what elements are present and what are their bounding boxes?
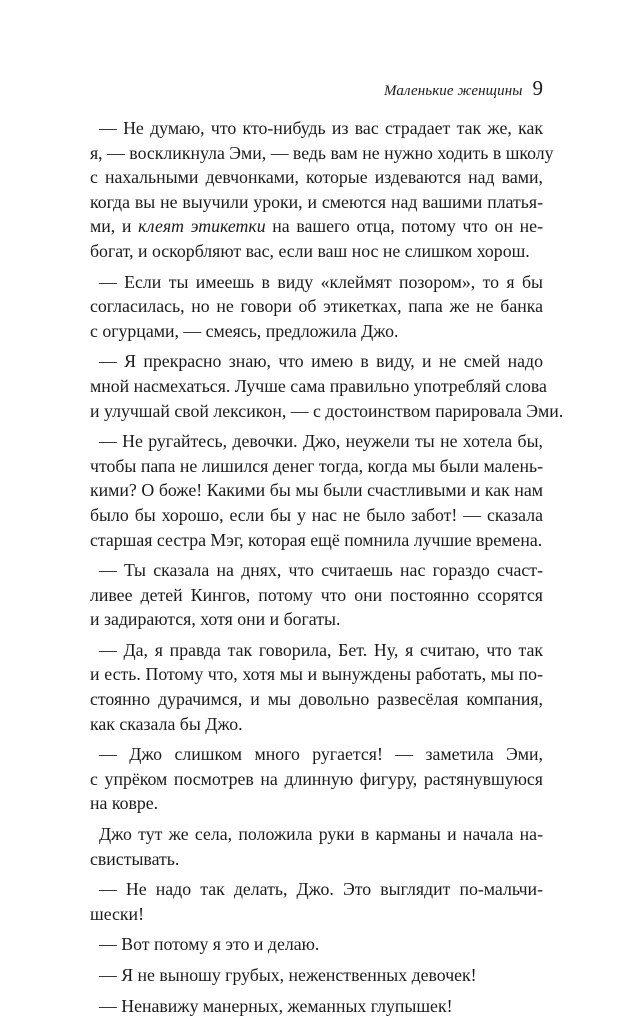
- text-line: — Не ругайтесь, девочки. Джо, неужели ты не хотела бы,: [99, 431, 543, 452]
- paragraph: [90, 963, 543, 988]
- text-line: — Ты сказала на днях, что считаешь нас гораздо счаст-: [99, 560, 543, 581]
- paragraph: [90, 994, 543, 1018]
- text-line: — Не надо так делать, Джо. Это выглядит по-мальчи-: [99, 879, 543, 900]
- paragraph: [90, 932, 543, 957]
- text-line: — Не думаю, что кто-нибудь из вас страдает так же, как: [99, 118, 543, 138]
- text-line: было бы хорошо, если бы у нас не было забот! — сказала: [90, 504, 543, 525]
- text-line: и есть. Потому что, хотя мы и вынуждены работать, мы по-: [90, 664, 543, 685]
- italic-emphasis: клеят этикетки: [138, 216, 266, 237]
- text-line: кими? О боже! Какими бы мы были счастливыми и как нам: [90, 480, 543, 501]
- text-line: и задираются, хотя они и богаты.: [90, 609, 341, 630]
- text-line: [90, 214, 543, 239]
- paragraph: [90, 877, 543, 926]
- text-line: с нахальными девчонками, которые издеваются над вами,: [90, 167, 543, 188]
- running-title: Маленькие женщины: [383, 83, 523, 99]
- paragraph: [90, 558, 543, 632]
- running-head: [90, 76, 543, 106]
- text-line: согласилась, но не говори об этикетках, папа же не банка: [90, 296, 543, 317]
- text-line: богат, и оскорбляют вас, если ваш нос не слишком хорош.: [90, 240, 530, 261]
- paragraph: [90, 270, 543, 344]
- text-line: как сказала бы Джо.: [90, 713, 243, 734]
- text-line: ливее детей Кингов, потому что они постоянно ссорятся: [90, 584, 543, 605]
- text-line: старшая сестра Мэг, которая ещё помнила лучшие времена.: [90, 529, 543, 550]
- text-line: — Джо слишком много ругается! — заметила Эми,: [99, 744, 543, 765]
- text-line: — Я не выношу грубых, неженственных девочек!: [99, 965, 477, 985]
- text-line: мной насмехаться. Лучше сама правильно употребляй слова: [90, 375, 547, 396]
- text-line: — Вот потому я это и делаю.: [99, 934, 320, 955]
- text-line: — Я прекрасно знаю, что имею в виду, и не смей надо: [99, 351, 543, 372]
- paragraph: [90, 116, 554, 264]
- paragraph: [90, 638, 543, 736]
- text-line: шески!: [90, 903, 144, 924]
- text-line: чтобы папа не лишился денег тогда, когда мы были малень-: [90, 455, 543, 476]
- text-line: на ковре.: [90, 793, 159, 814]
- paragraph: [90, 349, 564, 423]
- paragraph: [90, 742, 543, 816]
- text-segment: на вашего отца, потому что он не-: [265, 216, 543, 237]
- text-line: с огурцами, — смеясь, предложила Джо.: [90, 320, 399, 341]
- paragraph: [90, 822, 543, 871]
- text-line: я, — воскликнула Эми, — ведь вам не нужно ходить в школу: [90, 142, 554, 163]
- text-line: — Если ты имеешь в виду «клеймят позором», то я бы: [99, 271, 543, 292]
- text-segment: ми, и: [90, 216, 139, 237]
- text-line: когда вы не выучили уроки, и смеются над вашими платья-: [90, 191, 543, 212]
- paragraph: [90, 429, 543, 552]
- text-line: Джо тут же села, положила руки в карманы и начала на-: [99, 824, 543, 845]
- body-text: [90, 116, 564, 1018]
- text-line: стоянно дурачимся, и мы довольно развесёлая компания,: [90, 689, 543, 710]
- text-line: и улучшай свой лексикон, — с достоинством парировала Эми.: [90, 400, 564, 421]
- text-line: свистывать.: [90, 848, 180, 869]
- text-line: — Ненавижу манерных, жеманных глупышек!: [99, 995, 453, 1016]
- text-line: с упрёком посмотрев на длинную фигуру, растянувшуюся: [90, 768, 543, 789]
- text-line: — Да, я правда так говорила, Бет. Ну, я считаю, что так: [99, 639, 543, 660]
- page-number: 9: [532, 76, 543, 100]
